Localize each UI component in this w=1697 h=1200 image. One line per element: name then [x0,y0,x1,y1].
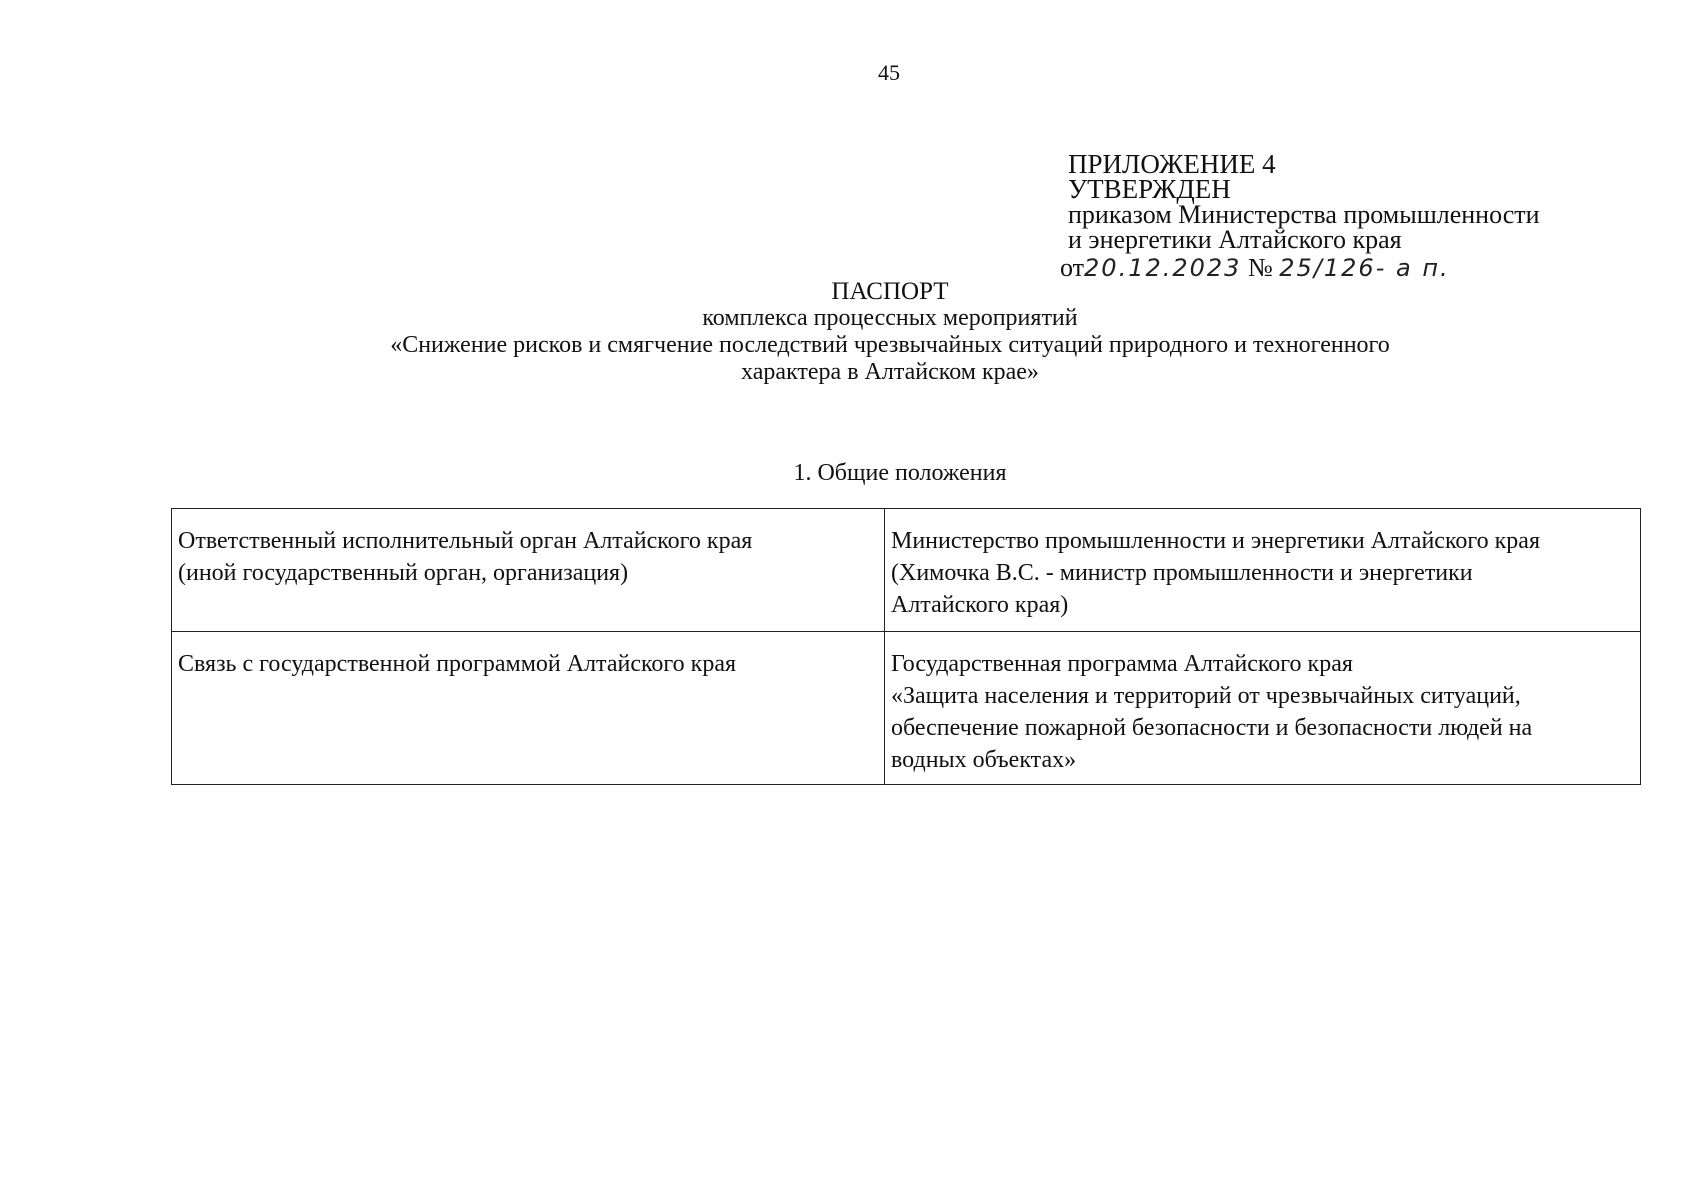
cell-line: Связь с государственной программой Алтайского края [178,651,737,677]
cell-line: (Химочка В.С. - министр промышленности и энергетики [891,560,1473,586]
cell-line: (иной государственный орган, организация) [178,560,629,586]
cell-line: Алтайского края) [891,592,1069,618]
handwritten-order-number: 25/126- а п. [1279,254,1450,282]
section-heading: 1. Общие положения [793,460,1007,486]
handwritten-date: 20.12.2023 [1084,254,1242,282]
table-cell-value [885,632,1641,785]
page-number: 45 [878,60,900,85]
table-cell-value [885,509,1641,632]
table-cell-label [172,509,885,632]
cell-line: Министерство промышленности и энергетики Алтайского края [891,528,1540,554]
appendix-label: ПРИЛОЖЕНИЕ 4 [1068,149,1276,179]
cell-line: Государственная программа Алтайского края [891,651,1353,677]
cell-line: «Защита населения и территорий от чрезвычайных ситуаций, [891,683,1521,709]
document-title: ПАСПОРТ [831,278,949,305]
date-prefix: от [1060,253,1085,282]
cell-line: Ответственный исполнительный орган Алтайского края [178,528,753,554]
cell-line: водных объектах» [891,747,1077,773]
number-prefix: № [1247,253,1273,282]
cell-line: обеспечение пожарной безопасности и безопасности людей на [891,715,1533,741]
order-line-1: приказом Министерства промышленности [1068,200,1540,229]
approved-label: УТВЕРЖДЕН [1068,174,1231,204]
general-provisions-table [171,508,1641,785]
document-title-block [300,278,1480,386]
order-line-2: и энергетики Алтайского края [1068,225,1402,254]
table-row [172,509,1641,632]
table-row [172,632,1641,785]
table-cell-label [172,632,885,785]
approval-block [1060,149,1628,282]
program-name-line-1: «Снижение рисков и смягчение последствий чрезвычайных ситуаций природного и техногенного [390,332,1390,358]
program-name-line-2: характера в Алтайском крае» [741,359,1039,385]
document-subtitle: комплекса процессных мероприятий [702,305,1078,331]
